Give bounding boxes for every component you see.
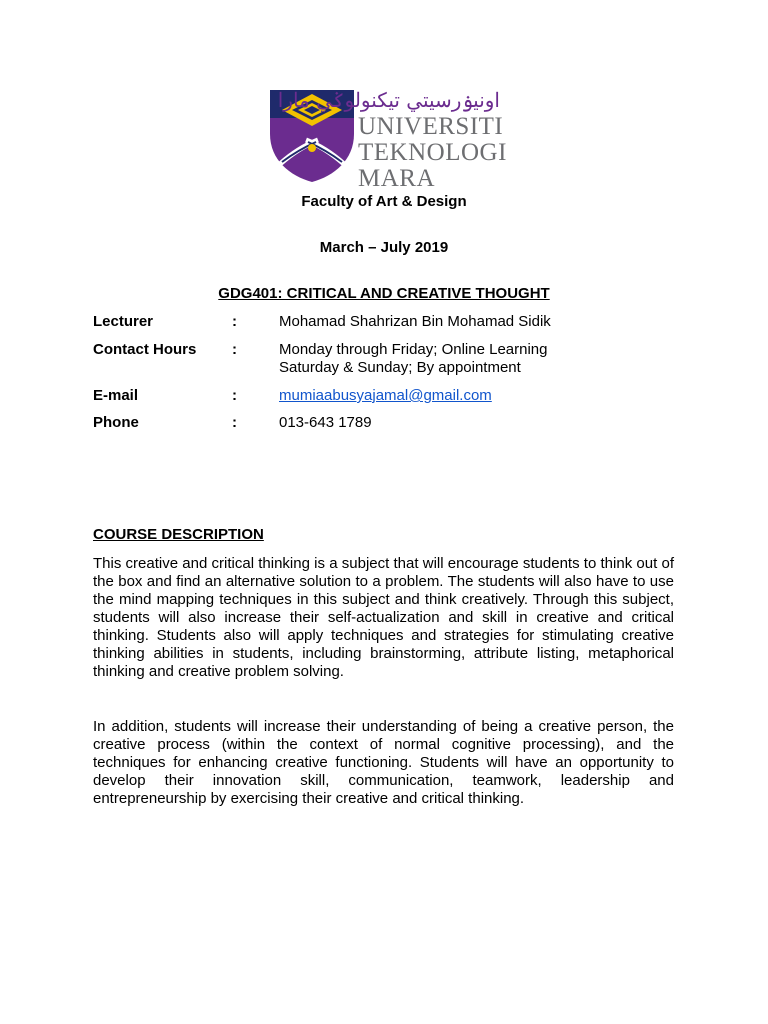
- description-paragraph-1: This creative and critical thinking is a subject that will encourage students to think out of the box and find an alternative solution to a problem. The students will also have to use the mind mapping techniques in this subject and think creatively. Through this subject, students will also increase their self-actualization and skill in creative and critical thinking. Students also will apply techniques and strategies for stimulating creative thinking abilities in students, including brainstorming, attribute listing, metaphorical thinking and creative problem solving.: [93, 555, 674, 680]
- email-label: E-mail: [93, 387, 139, 404]
- lecturer-colon: :: [232, 313, 237, 330]
- course-description-heading: COURSE DESCRIPTION: [93, 526, 264, 543]
- university-logo: [268, 88, 507, 192]
- email-colon: :: [232, 387, 237, 404]
- lecturer-value: Mohamad Shahrizan Bin Mohamad Sidik: [279, 313, 551, 330]
- logo-text-line-3: MARA: [358, 165, 436, 192]
- contact-hours-value-line-1: Monday through Friday; Online Learning: [279, 341, 548, 358]
- contact-hours-colon: :: [232, 341, 237, 358]
- email-link[interactable]: mumiaabusyajamal@gmail.com: [279, 387, 492, 404]
- contact-hours-label: Contact Hours: [93, 341, 197, 358]
- phone-value: 013-643 1789: [279, 414, 372, 431]
- faculty-title: Faculty of Art & Design: [301, 193, 467, 210]
- lecturer-label: Lecturer: [93, 313, 154, 330]
- logo-text-line-1: UNIVERSITI: [358, 113, 504, 140]
- logo-jawi-text: اونيۏرسيتي تيكنولوݢي مارا: [277, 88, 500, 112]
- phone-label: Phone: [93, 414, 139, 431]
- logo-text-line-2: TEKNOLOGI: [358, 139, 507, 166]
- phone-colon: :: [232, 414, 237, 431]
- semester-period: March – July 2019: [319, 239, 449, 256]
- description-paragraph-2: In addition, students will increase their understanding of being a creative person, the creative process (within the context of normal cognitive processing), and the techniques for enhancing creative functioning. Students will have an opportunity to develop their innovation skill, communication, teamwork, leadership and entrepreneurship by exercising their creative and critical thinking.: [93, 718, 674, 807]
- course-title: GDG401: CRITICAL AND CREATIVE THOUGHT: [218, 285, 550, 302]
- contact-hours-value-line-2: Saturday & Sunday; By appointment: [279, 359, 521, 376]
